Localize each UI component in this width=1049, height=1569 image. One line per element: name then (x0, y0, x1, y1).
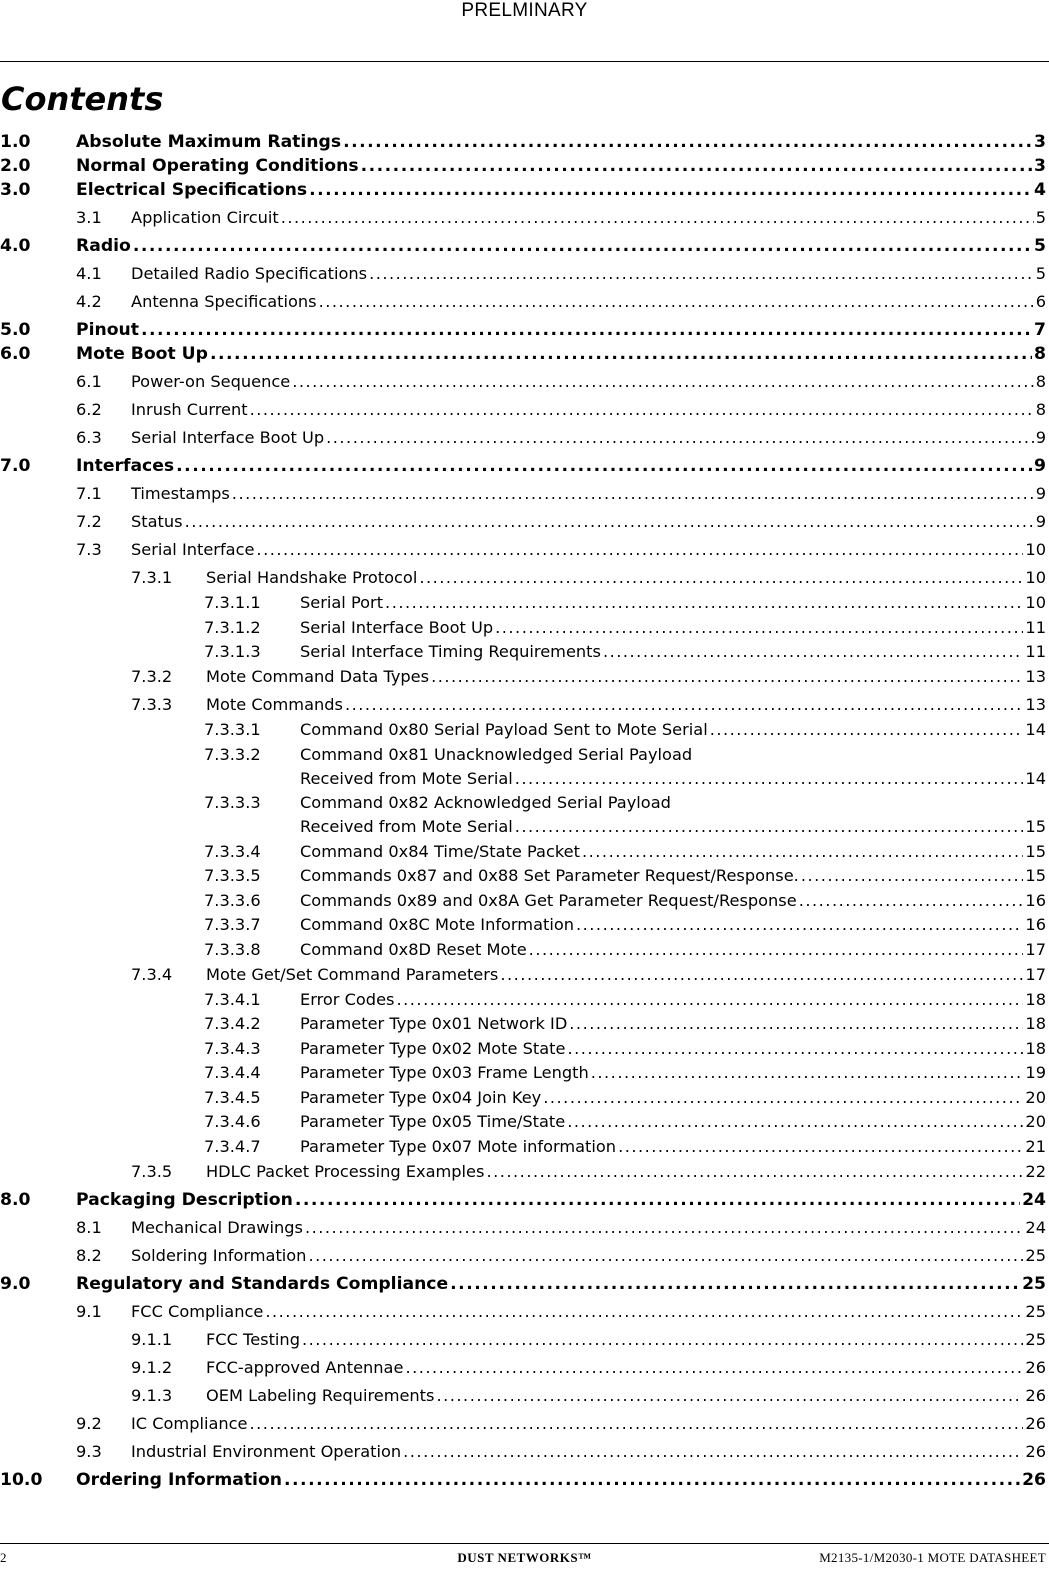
dot-leader (319, 292, 1034, 311)
dot-leader (495, 618, 1023, 637)
toc-entry-page: 15 (1025, 841, 1046, 861)
toc-entry[interactable] (0, 1302, 1046, 1324)
toc-entry[interactable] (0, 618, 1046, 640)
toc-entry-page: 8 (1035, 372, 1046, 391)
toc-entry-page: 26 (1022, 1469, 1046, 1490)
toc-entry-title: Command 0x84 Time/State Packet (300, 841, 580, 861)
toc-entry-page: 3 (1034, 156, 1046, 176)
toc-entry-title: Mote Get/Set Command Parameters (206, 964, 499, 984)
toc-entry-number: 6.2 (76, 400, 102, 419)
toc-entry-page: 13 (1025, 695, 1046, 714)
toc-entry-title-continued: Received from Mote Serial (300, 817, 513, 836)
toc-entry[interactable] (0, 132, 1046, 154)
dot-leader (302, 1330, 1023, 1349)
dot-leader (250, 1414, 1024, 1433)
toc-entry-page: 6 (1035, 292, 1046, 311)
toc-entry-title: OEM Labeling Requirements (206, 1385, 435, 1405)
toc-entry-number: 7.3.3.7 (204, 915, 261, 934)
toc-entry-title: Command 0x8D Reset Mote (300, 939, 527, 959)
dot-leader (284, 1470, 1020, 1490)
toc-entry[interactable] (0, 1274, 1046, 1296)
toc-entry-title: Industrial Environment Operation (131, 1441, 402, 1461)
toc-entry-number: 7.3.4 (131, 964, 173, 984)
toc-entry-number: 7.3.3.3 (204, 793, 261, 812)
dot-leader (419, 568, 1023, 587)
toc-entry[interactable] (0, 1137, 1046, 1159)
toc-entry[interactable] (0, 208, 1046, 230)
toc-entry-page: 25 (1022, 1273, 1046, 1294)
toc-entry[interactable] (0, 990, 1046, 1012)
toc-entry-page: 9 (1034, 456, 1046, 476)
dot-leader (343, 132, 1032, 152)
dot-leader (250, 400, 1034, 419)
toc-entry-title: Error Codes (300, 989, 395, 1009)
toc-entry-page: 13 (1025, 667, 1046, 686)
toc-entry[interactable] (0, 1162, 1046, 1184)
toc-entry-page: 26 (1025, 1441, 1046, 1461)
toc-entry[interactable] (0, 1190, 1046, 1212)
toc-entry[interactable] (0, 264, 1046, 286)
dot-leader (405, 1358, 1023, 1377)
toc-entry-title: Absolute Maximum Ratings (76, 132, 342, 152)
toc-entry-page: 16 (1025, 890, 1046, 910)
footer-page-number: 2 (0, 1550, 7, 1565)
toc-entry[interactable] (0, 292, 1046, 314)
toc-entry-title: Packaging Description (76, 1189, 293, 1210)
dot-leader (582, 842, 1023, 861)
dot-leader (515, 769, 1024, 788)
toc-entry-number: 9.0 (0, 1273, 31, 1294)
toc-entry-page: 25 (1025, 1329, 1046, 1349)
toc-entry-page: 5 (1034, 236, 1046, 256)
toc-entry-number: 5.0 (0, 320, 31, 340)
toc-entry-page: 21 (1025, 1136, 1046, 1156)
toc-entry[interactable] (0, 1442, 1046, 1464)
toc-entry-number: 7.3.1.2 (204, 617, 261, 637)
toc-entry-number: 7.3 (76, 540, 102, 559)
dot-leader (326, 428, 1034, 447)
toc-entry-title: FCC Compliance (131, 1301, 264, 1321)
toc-entry[interactable] (0, 1039, 1046, 1061)
toc-entry-page: 11 (1025, 617, 1046, 637)
dot-leader (369, 264, 1034, 283)
toc-entry-continuation[interactable] (0, 769, 1046, 791)
toc-entry-number: 9.2 (76, 1413, 102, 1433)
toc-entry-title: Serial Interface Boot Up (300, 617, 494, 637)
toc-entry-page: 3 (1034, 132, 1046, 152)
toc-entry-number: 9.1 (76, 1301, 102, 1321)
dot-leader (618, 1137, 1023, 1156)
toc-entry-title: Power-on Sequence (131, 372, 291, 391)
dot-leader (133, 236, 1032, 256)
toc-entry-number: 6.3 (76, 428, 102, 447)
toc-entry-title: Soldering Information (131, 1245, 307, 1265)
toc-entry-page: 22 (1025, 1161, 1046, 1181)
toc-entry-number: 7.3.5 (131, 1161, 173, 1181)
toc-entry-title: Interfaces (76, 456, 175, 476)
dot-leader (361, 156, 1032, 176)
dot-leader (345, 695, 1023, 714)
toc-entry-number: 7.3.3.5 (204, 866, 261, 885)
dot-leader (603, 642, 1023, 661)
toc-entry-page: 20 (1025, 1087, 1046, 1107)
toc-entry-number: 7.3.1 (131, 568, 173, 587)
dot-leader (799, 891, 1024, 910)
dot-leader (396, 990, 1023, 1009)
toc-entry-number: 4.1 (76, 264, 102, 283)
toc-entry-number: 7.3.4.7 (204, 1136, 261, 1156)
toc-entry-continuation[interactable] (0, 817, 1046, 839)
dot-leader (309, 180, 1032, 200)
toc-entry-page: 7 (1034, 320, 1046, 340)
toc-entry-title: Regulatory and Standards Compliance (76, 1273, 449, 1294)
dot-leader (450, 1274, 1020, 1294)
toc-entry-page: 8 (1034, 344, 1046, 364)
toc-entry-page: 10 (1025, 540, 1046, 559)
toc-entry-title: FCC Testing (206, 1329, 300, 1349)
dot-leader (567, 1112, 1023, 1131)
toc-entry-title: Commands 0x89 and 0x8A Get Parameter Request/Response (300, 890, 797, 910)
toc-entry[interactable] (0, 484, 1046, 506)
toc-entry-page: 18 (1025, 989, 1046, 1009)
toc-entry-title: HDLC Packet Processing Examples (206, 1161, 485, 1181)
dot-leader (295, 1190, 1020, 1210)
toc-entry[interactable] (0, 344, 1046, 366)
toc-entry-number: 9.3 (76, 1441, 102, 1461)
toc-entry-title: Application Circuit (131, 208, 279, 227)
toc-entry-title: Mote Command Data Types (206, 667, 430, 686)
page-header: PRELMINARY (461, 0, 588, 21)
toc-entry-title: Parameter Type 0x03 Frame Length (300, 1063, 589, 1082)
toc-entry-number: 3.0 (0, 180, 31, 200)
toc-entry-page: 11 (1025, 642, 1046, 661)
toc-entry-number: 7.1 (76, 484, 102, 503)
toc-entry[interactable] (0, 372, 1046, 394)
toc-entry-page: 18 (1025, 1038, 1046, 1058)
dot-leader (591, 1063, 1024, 1082)
page-title: Contents (1, 80, 164, 118)
footer-rule (0, 1543, 1049, 1544)
toc-entry[interactable] (0, 1063, 1046, 1085)
toc-entry-title: Serial Interface (131, 540, 255, 559)
toc-entry[interactable] (0, 720, 1046, 742)
toc-entry-number: 6.1 (76, 372, 102, 391)
toc-entry[interactable] (0, 1218, 1046, 1240)
toc-entry-number: 7.3.4.3 (204, 1038, 261, 1058)
dot-leader (543, 1088, 1023, 1107)
toc-entry-title: Mote Boot Up (76, 344, 208, 364)
toc-entry-page: 26 (1025, 1413, 1046, 1433)
toc-entry[interactable] (0, 642, 1046, 664)
toc-entry-page: 17 (1025, 964, 1046, 984)
toc-entry-number: 7.3.4.1 (204, 989, 261, 1009)
toc-entry-title: Antenna Specifications (131, 292, 317, 311)
dot-leader (292, 372, 1033, 391)
toc-entry[interactable] (0, 1358, 1046, 1380)
toc-entry-number: 7.3.3 (131, 695, 173, 714)
dot-leader (567, 1039, 1023, 1058)
toc-entry-title-continued: Received from Mote Serial (300, 768, 513, 788)
toc-entry-number: 7.3.1.3 (204, 642, 261, 661)
toc-entry[interactable] (0, 915, 1046, 937)
toc-entry[interactable] (0, 1014, 1046, 1036)
dot-leader (265, 1302, 1023, 1321)
toc-entry[interactable] (0, 1112, 1046, 1134)
toc-entry-number: 3.1 (76, 208, 102, 227)
toc-entry-page: 24 (1025, 1217, 1046, 1237)
toc-entry-page: 15 (1025, 817, 1046, 836)
toc-entry[interactable] (0, 593, 1046, 615)
toc-entry[interactable] (0, 512, 1046, 534)
toc-entry-number: 8.2 (76, 1245, 102, 1265)
toc-entry[interactable] (0, 236, 1046, 258)
dot-leader (308, 1246, 1023, 1265)
toc-entry-title: Parameter Type 0x01 Network ID (300, 1014, 568, 1033)
toc-entry[interactable] (0, 1246, 1046, 1268)
toc-entry[interactable] (0, 965, 1046, 987)
toc-entry-number: 2.0 (0, 156, 31, 176)
dot-leader (403, 1442, 1023, 1461)
toc-entry[interactable] (0, 667, 1046, 689)
toc-entry-number: 7.3.3.8 (204, 939, 261, 959)
toc-entry-page: 14 (1025, 720, 1046, 739)
toc-entry-page: 10 (1025, 593, 1046, 612)
toc-entry-number: 7.3.1.1 (204, 593, 261, 612)
toc-entry-page: 19 (1025, 1063, 1046, 1082)
dot-leader (185, 512, 1034, 531)
toc-entry-number: 9.1.1 (131, 1329, 173, 1349)
dot-leader (176, 456, 1032, 476)
toc-entry-title: Parameter Type 0x05 Time/State (300, 1112, 566, 1131)
toc-entry-number: 7.2 (76, 512, 102, 531)
toc-entry-page: 5 (1035, 208, 1046, 227)
toc-entry-title: Command 0x80 Serial Payload Sent to Mote Serial (300, 720, 708, 739)
dot-leader (486, 1162, 1023, 1181)
toc-entry-title: Command 0x81 Unacknowledged Serial Payload (300, 744, 693, 764)
dot-leader (569, 1014, 1023, 1033)
toc-entry-number: 7.3.4.2 (204, 1014, 261, 1033)
toc-entry-page: 10 (1025, 568, 1046, 587)
footer-company: DUST NETWORKS™ (457, 1550, 592, 1565)
dot-leader (515, 817, 1024, 836)
toc-entry-page: 9 (1035, 428, 1046, 447)
toc-entry-title: Pinout (76, 320, 139, 340)
toc-entry[interactable] (0, 180, 1046, 202)
toc-entry-page: 26 (1025, 1385, 1046, 1405)
dot-leader (281, 208, 1034, 227)
toc-entry-number: 7.0 (0, 456, 31, 476)
toc-entry[interactable] (0, 745, 1046, 767)
toc-entry[interactable] (0, 866, 1046, 888)
toc-entry[interactable] (0, 940, 1046, 962)
toc-entry-title: Command 0x8C Mote Information (300, 915, 574, 934)
toc-entry[interactable] (0, 156, 1046, 178)
dot-leader (305, 1218, 1023, 1237)
toc-entry[interactable] (0, 1330, 1046, 1352)
toc-entry[interactable] (0, 695, 1046, 717)
toc-entry-number: 8.1 (76, 1217, 102, 1237)
toc-entry-title: Parameter Type 0x07 Mote information (300, 1136, 617, 1156)
dot-leader (232, 484, 1034, 503)
toc-entry-page: 5 (1035, 264, 1046, 283)
toc-entry-title: Parameter Type 0x04 Join Key (300, 1087, 542, 1107)
dot-leader (710, 720, 1024, 739)
toc-entry-title: Status (131, 512, 183, 531)
toc-entry[interactable] (0, 400, 1046, 422)
dot-leader (431, 667, 1023, 686)
toc-entry-title: FCC-approved Antennae (206, 1357, 404, 1377)
toc-entry-title: Serial Interface Timing Requirements (300, 642, 601, 661)
toc-entry-page: 8 (1035, 400, 1046, 419)
toc-entry-title: Serial Handshake Protocol (206, 568, 418, 587)
toc-entry[interactable] (0, 1088, 1046, 1110)
toc-entry[interactable] (0, 891, 1046, 913)
dot-leader (576, 915, 1023, 934)
toc-entry[interactable] (0, 842, 1046, 864)
toc-entry[interactable] (0, 540, 1046, 562)
toc-entry-number: 8.0 (0, 1189, 31, 1210)
toc-entry-title: Serial Interface Boot Up (131, 428, 325, 447)
toc-entry-page: 25 (1025, 1301, 1046, 1321)
toc-entry-page: 4 (1034, 180, 1046, 200)
toc-entry-number: 7.3.2 (131, 667, 173, 686)
toc-entry-page: 17 (1025, 939, 1046, 959)
footer-doc-title: M2135-1/M2030-1 MOTE DATASHEET (819, 1550, 1046, 1565)
toc-entry-number: 4.2 (76, 292, 102, 311)
toc-entry-number: 7.3.3.2 (204, 744, 261, 764)
toc-entry-page: 25 (1025, 1245, 1046, 1265)
dot-leader (801, 866, 1024, 885)
toc-entry-page: 20 (1025, 1112, 1046, 1131)
toc-entry[interactable] (0, 1386, 1046, 1408)
dot-leader (256, 540, 1023, 559)
toc-entry-number: 1.0 (0, 132, 31, 152)
toc-entry-title: Detailed Radio Specifications (131, 264, 368, 283)
dot-leader (210, 344, 1032, 364)
toc-entry-title: Mechanical Drawings (131, 1217, 303, 1237)
toc-entry-page: 18 (1025, 1014, 1046, 1033)
toc-entry-number: 9.1.3 (131, 1385, 173, 1405)
toc-entry-number: 7.3.4.4 (204, 1063, 261, 1082)
dot-leader (141, 320, 1032, 340)
toc-entry-title: Timestamps (131, 484, 230, 503)
toc-entry-number: 6.0 (0, 344, 31, 364)
toc-entry-title: Electrical Specifications (76, 180, 308, 200)
toc-entry-number: 9.1.2 (131, 1357, 173, 1377)
toc-entry-number: 7.3.4.5 (204, 1087, 261, 1107)
dot-leader (529, 940, 1024, 959)
toc-entry-number: 10.0 (0, 1469, 43, 1490)
toc-entry-number: 7.3.4.6 (204, 1112, 261, 1131)
toc-entry-title: Serial Port (300, 593, 384, 612)
toc-entry-number: 7.3.3.6 (204, 890, 261, 910)
toc-entry-title: Parameter Type 0x02 Mote State (300, 1038, 566, 1058)
toc-entry[interactable] (0, 1470, 1046, 1492)
dot-leader (500, 965, 1023, 984)
toc-entry[interactable] (0, 428, 1046, 450)
toc-entry-page: 9 (1035, 512, 1046, 531)
toc-entry[interactable] (0, 1414, 1046, 1436)
dot-leader (436, 1386, 1023, 1405)
toc-entry[interactable] (0, 456, 1046, 478)
toc-entry-page: 26 (1025, 1357, 1046, 1377)
toc-entry-number: 7.3.3.1 (204, 720, 261, 739)
toc-entry-title: Inrush Current (131, 400, 248, 419)
toc-entry-number: 4.0 (0, 236, 31, 256)
toc-entry-title: Ordering Information (76, 1469, 282, 1490)
toc-entry-page: 16 (1025, 915, 1046, 934)
dot-leader (385, 593, 1023, 612)
toc-entry[interactable] (0, 568, 1046, 590)
toc-entry[interactable] (0, 320, 1046, 342)
toc-entry-title: Commands 0x87 and 0x88 Set Parameter Request/Response. (300, 866, 799, 885)
toc-entry-title: IC Compliance (131, 1413, 248, 1433)
toc-entry-number: 7.3.3.4 (204, 841, 261, 861)
toc-entry-title: Normal Operating Conditions (76, 156, 359, 176)
toc-entry-title: Command 0x82 Acknowledged Serial Payload (300, 793, 671, 812)
toc-entry-title: Mote Commands (206, 695, 343, 714)
toc-entry-page: 9 (1035, 484, 1046, 503)
toc-entry-page: 24 (1022, 1189, 1046, 1210)
toc-entry[interactable] (0, 793, 1046, 815)
toc-entry-page: 15 (1025, 866, 1046, 885)
toc-entry-title: Radio (76, 236, 131, 256)
toc-entry-page: 14 (1025, 768, 1046, 788)
